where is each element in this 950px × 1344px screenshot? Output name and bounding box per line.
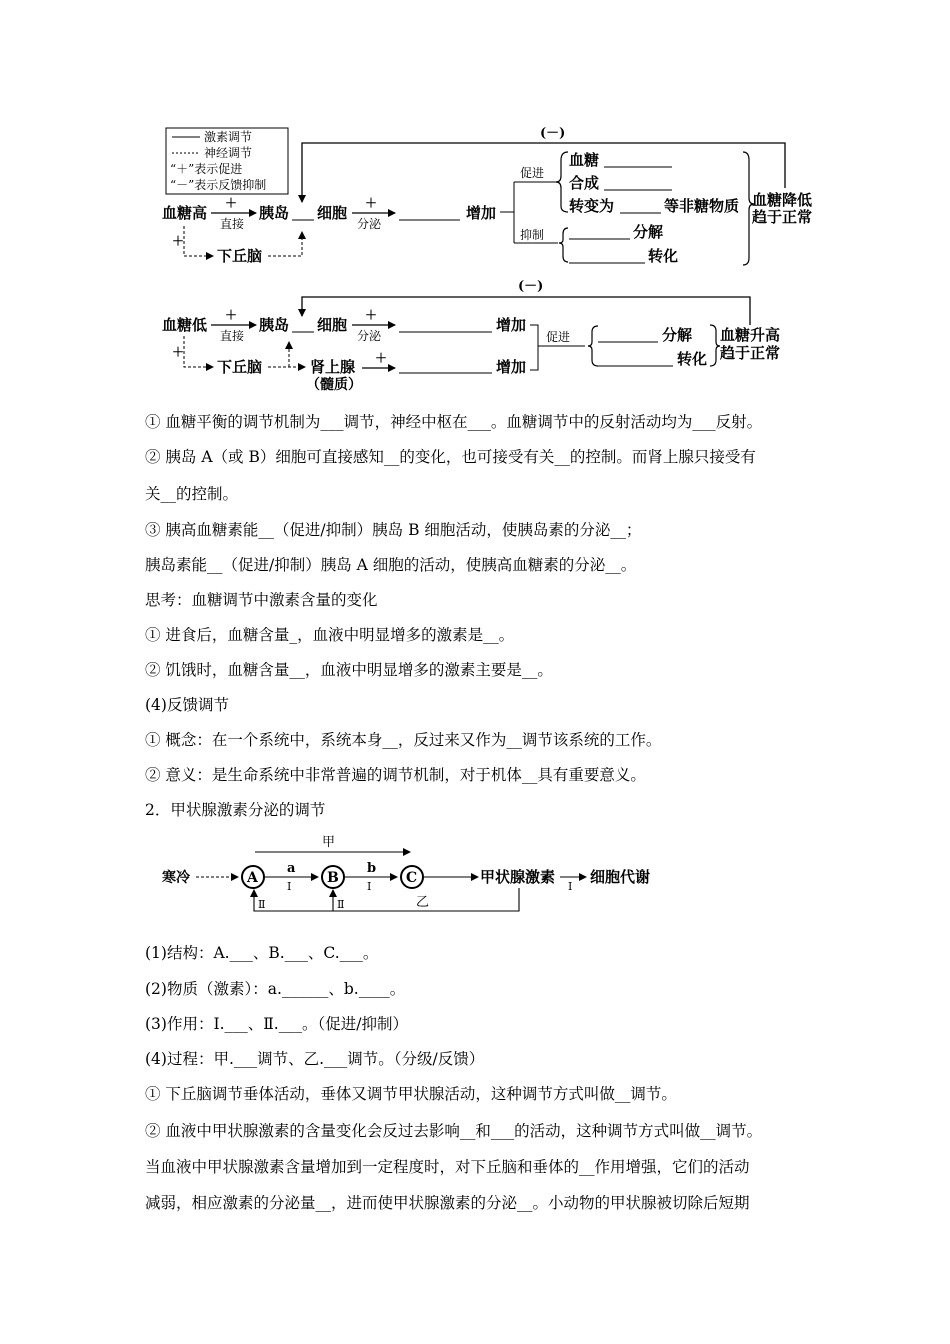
text-line: 减弱，相应激素的分泌量__，进而使甲状腺激素的分泌__。小动物的甲状腺被切除后短期 <box>145 1194 750 1212</box>
text-line: (3)作用：Ⅰ.___、Ⅱ.___。（促进/抑制） <box>145 1015 408 1033</box>
result-low-line2: 趋于正常 <box>752 208 813 226</box>
blood-sugar-item: 血糖 <box>569 151 600 169</box>
blood-low-label: 血糖低 <box>162 316 208 334</box>
cold-label: 寒冷 <box>162 870 190 886</box>
blood-high-label: 血糖高 <box>162 204 208 222</box>
thyroid-hormone-label: 甲状腺激素 <box>480 868 556 886</box>
text-line: 当血液中甲状腺激素含量增加到一定程度时，对下丘脑和垂体的__作用增强，它们的活动 <box>145 1158 750 1176</box>
text-line: ② 胰岛 A（或 B）细胞可直接感知__的变化，也可接受有关__的控制。而肾上腺只接受有 <box>145 448 756 466</box>
pancreas-label: 胰岛 <box>259 316 290 334</box>
effect-i-label: Ⅰ <box>568 880 573 893</box>
text-line: ① 血糖平衡的调节机制为___调节，神经中枢在___。血糖调节中的反射活动均为___反射。 <box>145 413 763 431</box>
direct-label: 直接 <box>220 217 245 231</box>
plus-sign: ＋ <box>225 308 238 322</box>
thyroid-regulation-diagram <box>0 828 950 923</box>
adrenal-label: 肾上腺 <box>310 358 356 376</box>
medulla-label: （髓质） <box>306 377 362 393</box>
decompose-item: 分解 <box>662 326 693 344</box>
text-line: (1)结构：A.___、B.___、C.___。 <box>145 944 379 962</box>
text-line: (4)反馈调节 <box>145 696 229 714</box>
inhibit-label: 抑制 <box>520 228 545 242</box>
legend-item: “－”表示反馈抑制 <box>170 178 267 192</box>
plus-sign: ＋ <box>365 196 378 210</box>
text-line: (4)过程：甲.___调节、乙.___调节。（分级/反馈） <box>145 1050 485 1068</box>
plus-sign: ＋ <box>365 308 378 322</box>
yi-label: 乙 <box>416 895 430 910</box>
effect-i-label: Ⅰ <box>287 880 292 893</box>
non-sugar-item: 等非糖物质 <box>664 197 740 215</box>
text-line: ① 进食后，血糖含量_，血液中明显增多的激素是__。 <box>145 626 515 644</box>
text-line: (2)物质（激素）：a.______、b.____。 <box>145 980 406 998</box>
plus-sign: ＋ <box>225 196 238 210</box>
effect-ii-label: Ⅱ <box>258 898 266 911</box>
effect-ii-label: Ⅱ <box>337 898 345 911</box>
promote-label: 促进 <box>520 166 545 180</box>
cell-metabolism-label: 细胞代谢 <box>590 868 651 886</box>
hormone-b-label: b <box>367 861 377 876</box>
feedback-minus-label: (－) <box>518 279 544 294</box>
feedback-minus-label: (－) <box>540 126 566 141</box>
result-high-line2: 趋于正常 <box>720 344 781 362</box>
pancreas-label: 胰岛 <box>259 204 290 222</box>
legend-item: 激素调节 <box>204 130 253 144</box>
jia-label: 甲 <box>322 835 336 850</box>
node-c-label: C <box>406 870 418 886</box>
text-line: ③ 胰高血糖素能__（促进/抑制）胰岛 B 细胞活动，使胰岛素的分泌__； <box>145 521 642 539</box>
text-line: ② 意义：是生命系统中非常普遍的调节机制，对于机体__具有重要意义。 <box>145 766 646 784</box>
text-line: ① 概念：在一个系统中，系统本身__，反过来又作为__调节该系统的工作。 <box>145 731 662 749</box>
increase-label: 增加 <box>496 316 527 334</box>
blood-sugar-low-diagram <box>0 275 950 400</box>
plus-sign: ＋ <box>375 351 388 365</box>
cell-label: 细胞 <box>317 316 348 334</box>
result-high-line1: 血糖升高 <box>720 326 781 344</box>
decompose-item: 分解 <box>633 223 664 241</box>
legend-item: “＋”表示促进 <box>170 162 243 176</box>
direct-label: 直接 <box>220 329 245 343</box>
text-line: 思考：血糖调节中激素含量的变化 <box>145 591 378 609</box>
text-line: ② 饥饿时，血糖含量__，血液中明显增多的激素主要是__。 <box>145 661 553 679</box>
text-line: 胰岛素能__（促进/抑制）胰岛 A 细胞的活动，使胰高血糖素的分泌__。 <box>145 556 637 574</box>
promote-label: 促进 <box>546 330 571 344</box>
cell-label: 细胞 <box>317 204 348 222</box>
blood-sugar-high-diagram <box>0 120 950 270</box>
hypothalamus-label: 下丘脑 <box>217 247 263 265</box>
text-line: 关__的控制。 <box>145 485 239 503</box>
secrete-label: 分泌 <box>357 329 382 343</box>
node-a-label: A <box>247 870 258 886</box>
section-heading: 2．甲状腺激素分泌的调节 <box>145 801 326 819</box>
synthesis-item: 合成 <box>569 174 600 192</box>
transform-item: 转化 <box>648 247 679 265</box>
plus-sign: ＋ <box>172 234 185 248</box>
secrete-label: 分泌 <box>357 217 382 231</box>
text-line: ① 下丘脑调节垂体活动，垂体又调节甲状腺活动，这种调节方式叫做__调节。 <box>145 1085 677 1103</box>
hypothalamus-label: 下丘脑 <box>217 358 263 376</box>
result-low-line1: 血糖降低 <box>752 191 813 209</box>
text-line: ② 血液中甲状腺激素的含量变化会反过去影响__和___的活动，这种调节方式叫做__调节。 <box>145 1122 763 1140</box>
hormone-a-label: a <box>287 861 296 876</box>
effect-i-label: Ⅰ <box>367 880 372 893</box>
legend-item: 神经调节 <box>204 146 253 160</box>
plus-sign: ＋ <box>172 345 185 359</box>
node-b-label: B <box>327 870 339 886</box>
transform-item: 转化 <box>677 350 708 368</box>
increase-label: 增加 <box>496 358 527 376</box>
convert-item: 转变为 <box>569 197 615 215</box>
increase-label: 增加 <box>466 204 497 222</box>
